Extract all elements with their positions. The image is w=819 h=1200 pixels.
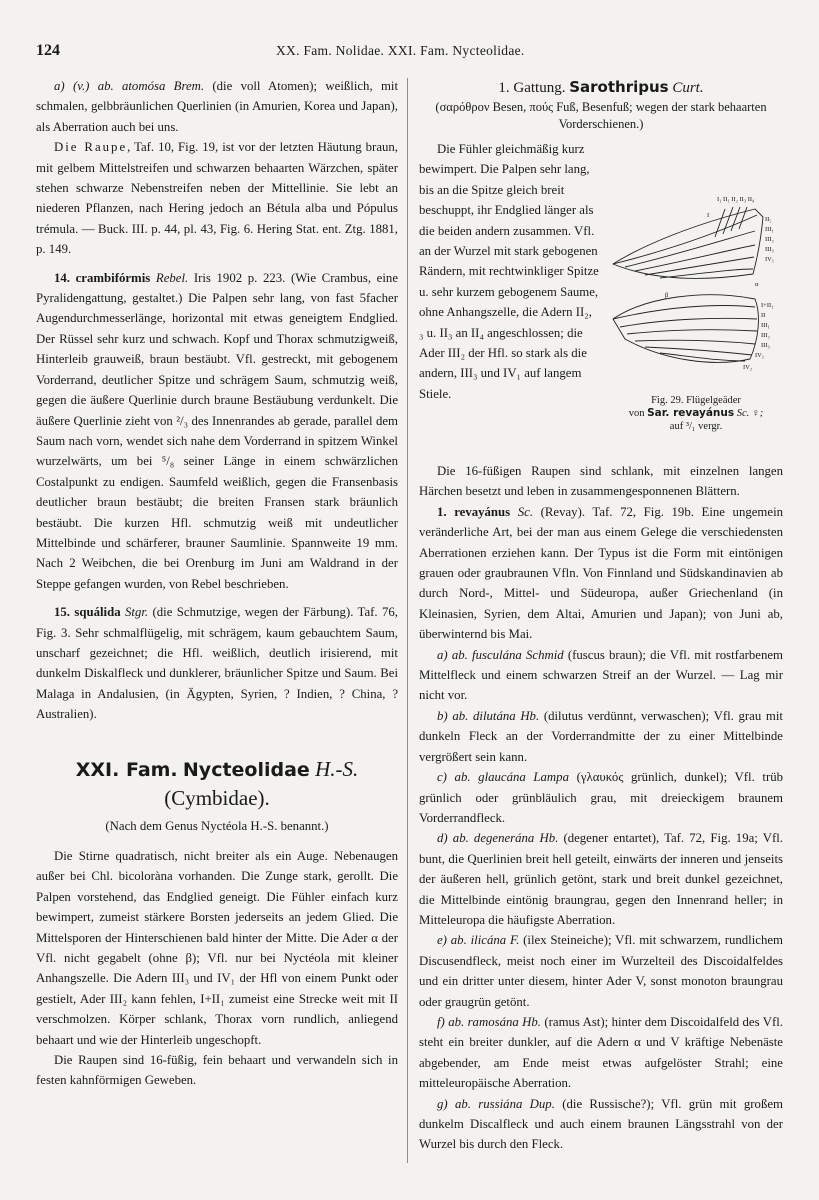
species-author: Sc.	[517, 504, 534, 519]
species-revayanus: 1. revayánus	[437, 504, 511, 519]
paragraph-squalida: 15. squálida Stgr. (die Schmutzige, wegen der Färbung). Taf. 76, Fig. 3. Sehr schmalflügelig, mit schrägem, kaum gebauchtem Saum, unscharf gezeichnet; die Hfl. weißlich, deutlich irisierend, mit dunkelm Diskalfleck und dunklerer, bräunlicher Spitze und Saum. Bei Malaga in Andalusien, (in Ägypten, Syrien, ? Indien, ? China, ? Australien).	[36, 605, 399, 722]
label-hw-r4: III₃	[761, 342, 770, 349]
genus-name: Sarothripus	[569, 78, 669, 96]
label-fw-r0: II₅	[765, 216, 772, 223]
paragraph-raupe: Die Raupe, Taf. 10, Fig. 19, ist vor der letzten Häutung braun, mit gelbem Mittelstreifen und schwarzen behaarten Wärzchen, später stehen schwarze Nebenstreifen neben der Mittellinie. Sie lebt an niederen Pflanzen, nach Hering jedoch an Bétula alba und Pópulus trémula. — Buck. III. p. 44, pl. 43, Fig. 6. Hering Stat. ent. Ztg. 1881, p. 149.	[36, 140, 398, 257]
label-hw-r1: II	[761, 312, 766, 319]
label-hw-r6: IV₂	[743, 364, 753, 371]
aberration-lead: a) (v.) ab. atomósa Brem.	[54, 79, 205, 93]
paragraph-family-description: Die Stirne quadratisch, nicht breiter als ein Auge. Nebenaugen außer bei Chl. bicoloràna vorhanden. Die Zunge stark, gerollt. Die Palpen vorstehend, das Endglied geneigt. Die Fühler einfach kurz bewimpert, zumeist stärkere Borsten jederseits an jedem Glied. Die Mittelsporen der Hinterschienen bald hinter der Mitte. Die Ader α der Vfl. nicht gegabelt (ohne β); Vfl. nur bei Nyctéola mit kleiner Anhangszelle. Die Adern III₃ und IV₁ der Hfl von einem Punkt oder gestielt, Ader III₂ kann fehlen, I+II₁ zumeist eine Strecke weit mit II verschmolzen. Körper schlank, Thorax vorn rundlich, anliegend behaart und wie der Hinterleib ungeschopft.	[36, 849, 398, 1047]
page-number: 124	[36, 42, 60, 59]
raupe-lead: Die Raupe	[54, 140, 128, 155]
aberration-c: c) ab. glaucána Lampa (γλαυκός grünlich, dunkel); Vfl. trüb grünlich oder grünbläulich grau, mit dreieckigem braunem Vorderrandfleck.	[419, 770, 784, 825]
paragraph-atomosa: a) (v.) ab. atomósa Brem. (die voll Atomen); weißlich, mit schmalen, gelbbräunlichen Querlinien (in Amurien, Korea und Japan), als Aberration auch bei uns.	[36, 79, 399, 134]
hindwing-outline	[613, 295, 758, 363]
label-hw-r5: IV₁	[755, 352, 765, 359]
species-crambiformis: 14. crambifórmis	[54, 270, 151, 285]
figure-block	[419, 139, 783, 461]
label-fw-r4: IV₁	[765, 256, 775, 263]
aberration-a: a) ab. fusculána Schmid (fuscus braun); die Vfl. mit rostfarbenem Mittelfleck und einem schwarzen Streif an der Wurzel. — Lag mir nicht vor.	[419, 647, 783, 703]
genus-etymology: (σαρόθρον Besen, πούς Fuß, Besenfuß; wegen der stark behaarten Vorderschienen.)	[435, 100, 767, 131]
label-hw-r3: III₂	[761, 332, 770, 339]
label-fw-top: I₁ II₁ II₂ II₃ II₄	[717, 196, 755, 203]
paragraph-crambiformis: 14. crambifórmis Rebel. Iris 1902 p. 223. (Wie Crambus, eine Pyralidengattung, gestaltet.) Die Palpen sehr lang, von fast 5facher Augendurchmesserlänge, horizontal mit etwas geneigtem Endglied. Der Rüssel sehr kurz und schwach. Kopf und Thorax schmutzigweiß, Hinterleib grauweiß, braun bestäubt. Vfl. gestreckt, mit gebogenem Vorderrand, deutlicher Spitze und schrägem Saum, schmutzig weiß, gegen die äußere Querlinie durch braune Bestäubung verdunkelt. Die äußere Querlinie zieht von ²/₃ des Innenrandes ab gerade, parallel dem Saum nach vorn, wendet sich nahe dem Vorderrand in spitzem Winkel wurzelwärts, um bei ⁵/₈ seiner Länge in einem schwärzlichen Costalpunkt zu endigen. Saumfeld weißlich, gegen die Fransenbasis deutlicher braun bestäubt; die breiten Fransen stark bräunlich bestäubt. Die kurzen Hfl. schmutzig weiß mit undeutlicher Mittelbinde und schärferer, brauner Saumlinie. Spannweite 19 mm. Nach 2 Weibchen, die bei Orenburg im Juni am Waldrand in der Steppe gefangen wurden, von Rebel beschrieben.	[36, 270, 398, 591]
wing-venation-figure	[605, 189, 787, 394]
genus-author: Curt.	[672, 80, 704, 96]
family-alt-name: (Cymbidae).	[164, 785, 270, 810]
family-subtitle: (Nach dem Genus Nyctéola H.-S. benannt.)	[105, 818, 329, 833]
aberration-b: b) ab. dilutána Hb. (dilutus verdünnt, verwaschen); Vfl. grau mit dunkeln Fleck an der Vorderrandmitte der zu einer Mittelbinde vergrößert sein kann.	[419, 708, 783, 764]
family-number: XXI. Fam.	[75, 758, 178, 781]
label-beta: β	[665, 292, 669, 299]
label-hw-r0: I+II₁	[761, 302, 774, 309]
figure-caption: Fig. 29. Flügelgeäder von Sar. revayánus Sc. ♀; auf ³/₁ vergr.	[628, 395, 764, 432]
right-column	[419, 76, 783, 1155]
paragraph-revayanus: 1. revayánus Sc. (Revay). Taf. 72, Fig. 19b. Eine ungemein veränderliche Art, bei der man aus einem Gelege die verschiedensten Aberrationen erziehen kann. Der Typus ist die Form mit eintönigen grauen oder graubraunen Vfln. Von Finnland und Südskandinavien ab durch Nord-, Mittel- und Südeuropa, außer Griechenland (in Kleinasien, Syrien, dem Altai, Amurien und Japan); von Juni ab, überwinternd bis Mai.	[419, 504, 784, 642]
label-fw-r3: III₃	[765, 246, 774, 253]
paragraph-genus-raupen: Die 16-füßigen Raupen sind schlank, mit einzelnen langen Härchen besetzt und leben in zusammengesponnenen Blättern.	[419, 464, 783, 499]
species-author: Rebel.	[155, 270, 189, 285]
page-header	[36, 42, 789, 62]
genus-description: Die Fühler gleichmäßig kurz bewimpert. Die Palpen sehr lang, bis an die Spitze gleich breit beschuppt, ihr Endglied länger als die beiden andern zusammen. Vfl. an der Wurzel mit stark gebogenen Rändern, mit rechtwinkliger Spitze u. sehr kurzem gebogenem Saume, ohne Anhangszelle, die Adern II₂, ₃ u. II₃ an II₄ angeschlossen; die Ader III₂ der Hfl. so stark als die andern, III₃ und IV₁ auf langem Stiele.	[419, 142, 599, 401]
family-heading	[36, 755, 398, 812]
aberration-g: g) ab. russiána Dup. (die Russische?); Vfl. grün mit großem dunkelm Discalfleck und auch einem braunen Längsstrahl von der Wurzel bis durch den Fleck.	[419, 1096, 783, 1152]
genus-number: 1. Gattung.	[498, 80, 566, 96]
family-author: H.-S.	[315, 756, 359, 781]
species-author: Stgr.	[125, 605, 149, 620]
aberration-d: d) ab. degenerána Hb. (degener entartet), Taf. 72, Fig. 19a; Vfl. bunt, die Querlinien breit hell geteilt, einwärts der inneren und jenseits der äußeren hell, grünlich getönt, stark und breit dunkel gezeichnet, die Mittelbinde eintönig braungrau, gegen den Innenrand heller; in Mitteleuropa die häufigste Aberration.	[419, 831, 783, 927]
label-fw-r1: III₁	[765, 226, 774, 233]
label-alpha-fw: α	[755, 281, 759, 288]
aberration-e: e) ab. ilicána F. (ilex Steineiche); Vfl. mit schwarzem, rundlichem Discusendfleck, meist noch einer im Wurzelteil des Discoidalfeldes und ein dritter unter diesem, hinter Ader V, sonst monoton braungrau oder graugrün getönt.	[419, 933, 783, 1009]
genus-heading	[419, 76, 783, 99]
label-hw-r2: III₁	[761, 322, 770, 329]
paragraph-family-raupen: Die Raupen sind 16-füßig, fein behaart und verwandeln sich in festen kahnförmigen Geweben.	[36, 1053, 398, 1088]
label-fw-r2: III₂	[765, 236, 774, 243]
running-head: XX. Fam. Nolidae. XXI. Fam. Nycteolidae.	[276, 43, 525, 58]
species-squalida: 15. squálida	[54, 605, 121, 620]
family-name: Nycteolidae	[182, 758, 310, 781]
column-divider	[407, 78, 408, 1163]
left-column	[36, 76, 398, 1091]
label-fw-left: I	[707, 212, 710, 219]
aberration-f: f) ab. ramosána Hb. (ramus Ast); hinter dem Discoidalfeld des Vfl. steht ein breiter dunkler, auf die Adern α und V kräftige Nebenäste abgebender, am Ende meist etwas aufgelöster Strahl; eine mitteleuropäische Aberration.	[419, 1014, 783, 1091]
